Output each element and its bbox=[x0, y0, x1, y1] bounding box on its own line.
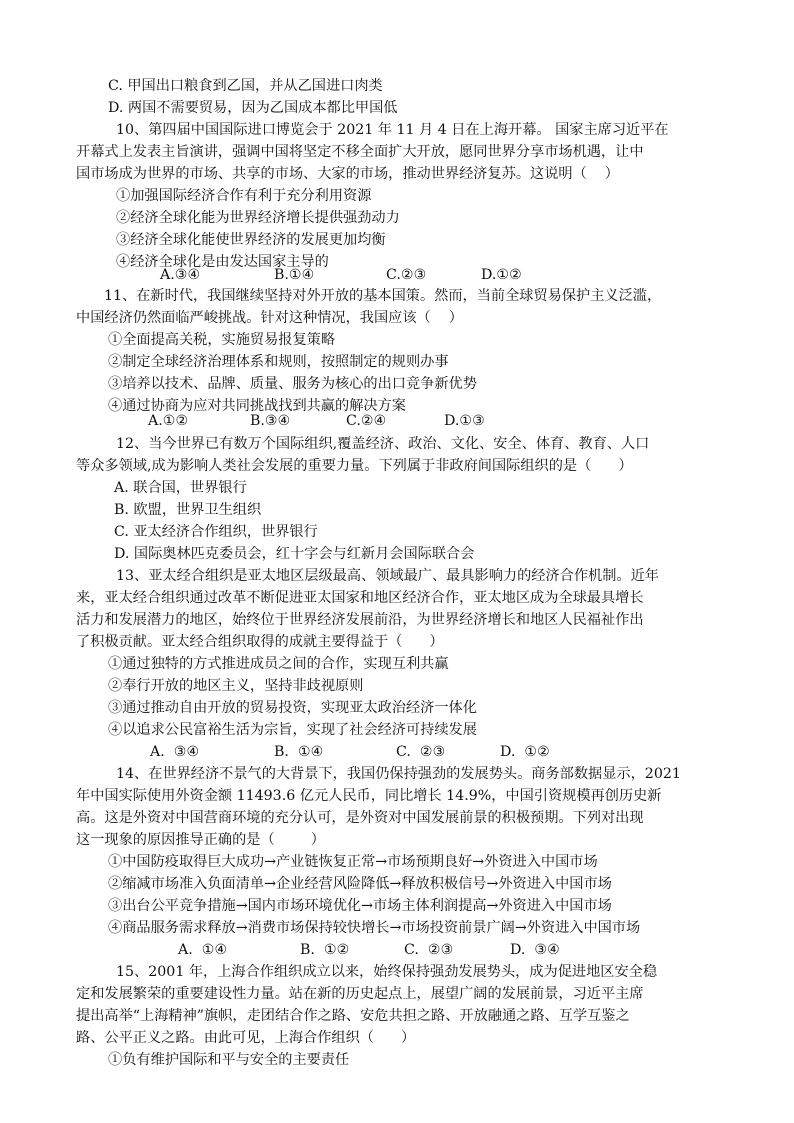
q11-stem-line-1: 11、在新时代，我国继续坚持对外开放的基本国策。然而，当前全球贸易保护主义泛滥， bbox=[104, 288, 662, 304]
q13-stem-line-2: 来，亚太经合组织通过改革不断促进亚太国家和地区经济合作，亚太地区成为全球最具增长 bbox=[76, 590, 644, 606]
q11-choice-a: A.①② bbox=[148, 413, 189, 429]
q12-option-b: B. 欧盟，世界卫生组织 bbox=[114, 502, 262, 518]
q14-stem-line-3: 高。这是外资对中国营商环境的充分认可，是外资对中国发展前景的积极预期。下列对出现 bbox=[76, 810, 644, 826]
q10-item-1: ①加强国际经济合作有利于充分利用资源 bbox=[116, 188, 372, 204]
q13-stem-line-1: 13、亚太经合组织是亚太地区层级最高、领域最广、最具影响力的经济合作机制。近年 bbox=[116, 568, 659, 584]
q14-choice-c: C. ②③ bbox=[404, 942, 454, 958]
q13-choice-b: B. ①④ bbox=[274, 744, 324, 760]
q10-choice-b: B.①④ bbox=[274, 267, 315, 283]
q13-item-1: ①通过独特的方式推进成员之间的合作，实现互利共赢 bbox=[108, 656, 449, 672]
q13-choices bbox=[0, 741, 794, 763]
q10-stem-line-3: 国市场成为世界的市场、共享的市场、大家的市场，推动世界经济复苏。这说明（ ） bbox=[76, 166, 619, 182]
q14-item-1: ①中国防疫取得巨大成功→产业链恢复正常→市场预期良好→外资进入中国市场 bbox=[108, 854, 598, 870]
q14-choice-b: B. ①② bbox=[300, 942, 350, 958]
q14-stem-line-4: 这一现象的原因推导正确的是（ ） bbox=[76, 832, 325, 848]
q13-choice-a: A. ③④ bbox=[150, 744, 200, 760]
q15-stem-line-1: 15、2001 年，上海合作组织成立以来，始终保持强劲发展势头，成为促进地区安全稳 bbox=[116, 964, 658, 980]
q13-item-3: ③通过推动自由开放的贸易投资，实现亚太政治经济一体化 bbox=[108, 700, 477, 716]
q11-choices bbox=[0, 410, 794, 432]
q13-stem-line-4: 了积极贡献。亚太经合组织取得的成就主要得益于（ ） bbox=[76, 634, 444, 650]
q14-item-2: ②缩减市场准入负面清单→企业经营风险降低→释放积极信号→外资进入中国市场 bbox=[108, 876, 612, 892]
q11-choice-b: B.③④ bbox=[250, 413, 291, 429]
q14-stem-line-1: 14、在世界经济不景气的大背景下，我国仍保持强劲的发展势头。商务部数据显示，2021 bbox=[116, 766, 681, 782]
q15-stem-line-2: 定和发展繁荣的重要建设性力量。站在新的历史起点上，展望广阔的发展前景，习近平主席 bbox=[76, 986, 644, 1002]
q12-option-d: D. 国际奥林匹克委员会，红十字会与红新月会国际联合会 bbox=[114, 546, 475, 562]
q14-choice-a: A. ①④ bbox=[178, 942, 228, 958]
q12-option-a: A. 联合国，世界银行 bbox=[114, 480, 247, 496]
q11-stem-line-2: 中国经济仍然面临严峻挑战。针对这种情况，我国应该（ ） bbox=[76, 310, 463, 326]
q14-item-4: ④商品服务需求释放→消费市场保持较快增长→市场投资前景广阔→外资进入中国市场 bbox=[108, 920, 641, 936]
q12-stem-line-2: 等众多领域,成为影响人类社会发展的重要力量。下列属于非政府间国际组织的是（ ） bbox=[76, 458, 633, 474]
q13-item-2: ②奉行开放的地区主义，坚持非歧视原则 bbox=[108, 678, 364, 694]
q10-item-3: ③经济全球化能使世界经济的发展更加均衡 bbox=[116, 232, 386, 248]
q10-choice-a: A.③④ bbox=[160, 267, 201, 283]
q9-option-d: D. 两国不需要贸易，因为乙国成本都比甲国低 bbox=[108, 100, 398, 116]
q13-choice-d: D. ①② bbox=[500, 744, 550, 760]
q11-choice-c: C.②④ bbox=[346, 413, 387, 429]
q10-item-4: ④经济全球化是由发达国家主导的 bbox=[116, 254, 329, 270]
q13-item-4: ④以追求公民富裕生活为宗旨，实现了社会经济可持续发展 bbox=[108, 722, 477, 738]
q9-option-c: C. 甲国出口粮食到乙国，并从乙国进口肉类 bbox=[108, 78, 383, 94]
q11-item-1: ①全面提高关税，实施贸易报复策略 bbox=[108, 332, 336, 348]
q11-item-3: ③培养以技术、品牌、质量、服务为核心的出口竞争新优势 bbox=[108, 376, 477, 392]
q13-choice-c: C. ②③ bbox=[396, 744, 446, 760]
q10-choice-c: C.②③ bbox=[386, 267, 427, 283]
q13-stem-line-3: 活力和发展潜力的地区，始终位于世界经济发展前沿，为世界经济增长和地区人民福祉作出 bbox=[76, 612, 644, 628]
q12-stem-line-1: 12、当今世界已有数万个国际组织,覆盖经济、政治、文化、安全、体育、教育、人口 bbox=[116, 436, 650, 452]
q15-item-1: ①负有维护国际和平与安全的主要责任 bbox=[108, 1052, 350, 1068]
q14-choices bbox=[0, 939, 794, 961]
q10-stem-line-1: 10、第四届中国国际进口博览会于 2021 年 11 月 4 日在上海开幕。 国家主席习近平在 bbox=[116, 122, 669, 138]
q10-choice-d: D.①② bbox=[481, 267, 522, 283]
q15-stem-line-3: 提出高举“上海精神”旗帜，走团结合作之路、安危共担之路、开放融通之路、互学互鉴之 bbox=[76, 1008, 630, 1024]
q15-stem-line-4: 路、公平正义之路。由此可见，上海合作组织（ ） bbox=[76, 1030, 416, 1046]
q14-choice-d: D. ③④ bbox=[510, 942, 560, 958]
q14-item-3: ③出台公平竞争措施→国内市场环境优化→市场主体利润提高→外资进入中国市场 bbox=[108, 898, 612, 914]
q11-item-2: ②制定全球经济治理体系和规则，按照制定的规则办事 bbox=[108, 354, 449, 370]
q11-choice-d: D.①③ bbox=[444, 413, 485, 429]
q10-choices bbox=[0, 264, 794, 286]
q10-stem-line-2: 开幕式上发表主旨演讲，强调中国将坚定不移全面扩大开放，愿同世界分享市场机遇，让中 bbox=[76, 144, 644, 160]
q11-item-4: ④通过协商为应对共同挑战找到共赢的解决方案 bbox=[108, 398, 406, 414]
q10-item-2: ②经济全球化能为世界经济增长提供强劲动力 bbox=[116, 210, 400, 226]
q14-stem-line-2: 年中国实际使用外资金额 11493.6 亿元人民币，同比增长 14.9%，中国引资规模再创历史新 bbox=[76, 788, 662, 804]
q12-option-c: C. 亚太经济合作组织，世界银行 bbox=[114, 524, 318, 540]
